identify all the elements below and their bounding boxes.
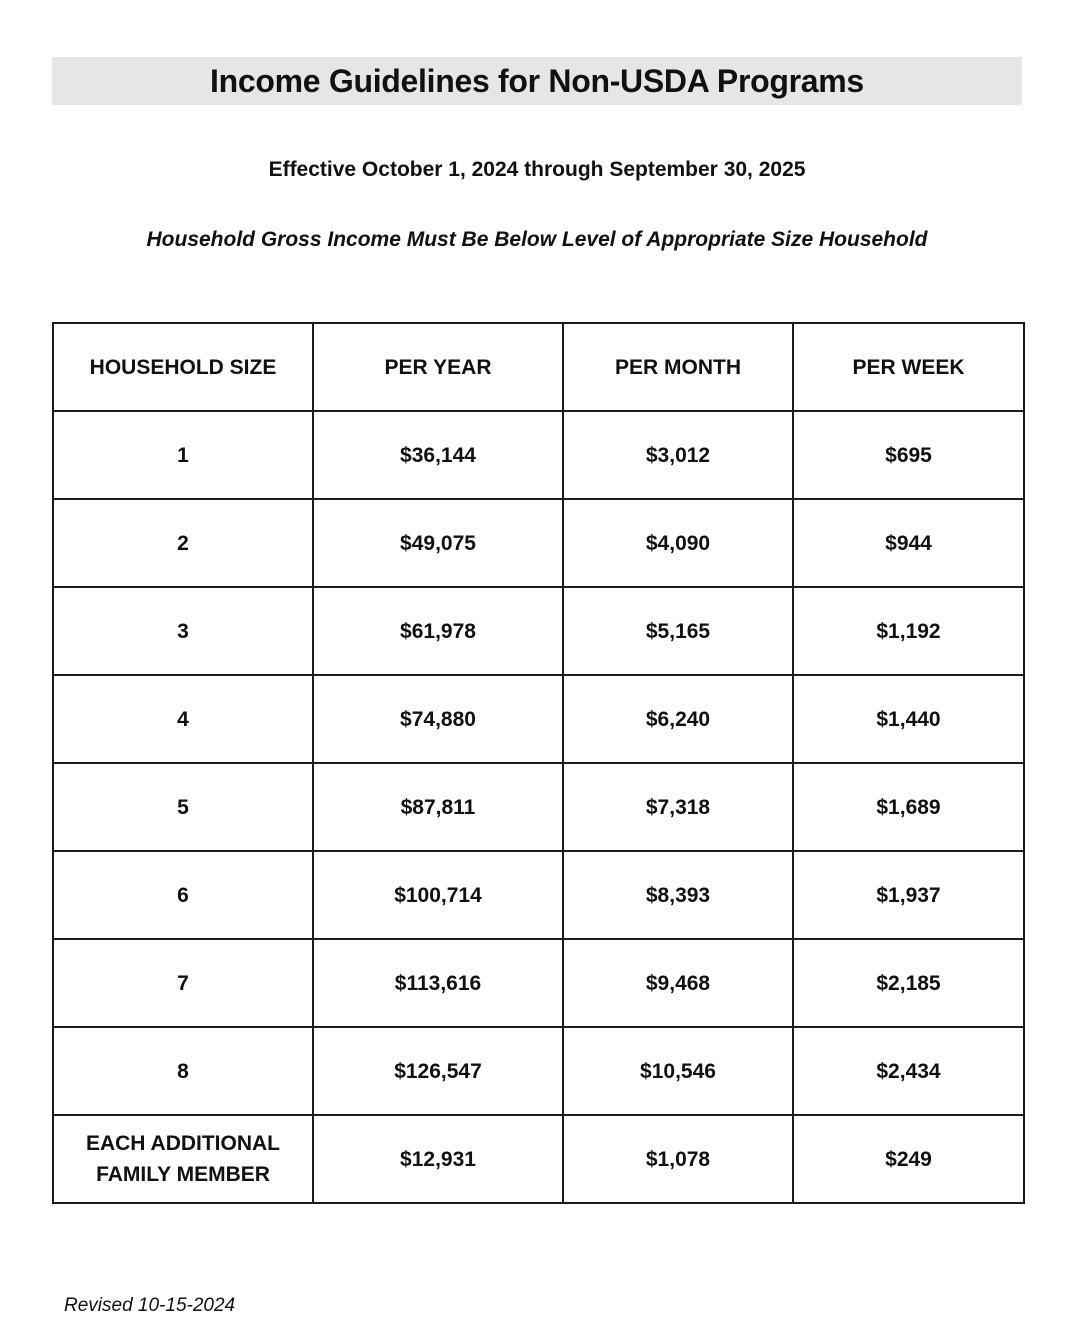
table-row — [53, 939, 1024, 1027]
per-week-cell: $2,434 — [793, 1027, 1024, 1115]
household-size-cell: 1 — [53, 411, 313, 499]
revised-date: Revised 10-15-2024 — [64, 1295, 236, 1316]
per-week-cell: $1,440 — [793, 675, 1024, 763]
household-size-cell: 8 — [53, 1027, 313, 1115]
household-size-cell: 5 — [53, 763, 313, 851]
income-guidelines-table — [52, 322, 1025, 1204]
per-month-cell: $9,468 — [563, 939, 793, 1027]
table-row — [53, 1027, 1024, 1115]
per-year-cell: $74,880 — [313, 675, 563, 763]
per-week-cell: $1,937 — [793, 851, 1024, 939]
household-size-cell: 4 — [53, 675, 313, 763]
per-month-cell: $3,012 — [563, 411, 793, 499]
additional-member-label-line1: EACH ADDITIONAL — [85, 1132, 281, 1155]
table-row — [53, 675, 1024, 763]
per-year-cell: $87,811 — [313, 763, 563, 851]
per-month-cell: $1,078 — [563, 1115, 793, 1203]
table-row — [53, 411, 1024, 499]
header-per-week: PER WEEK — [793, 323, 1024, 411]
per-week-cell: $249 — [793, 1115, 1024, 1203]
table-row-additional-member — [53, 1115, 1024, 1203]
per-month-cell: $8,393 — [563, 851, 793, 939]
per-year-cell: $61,978 — [313, 587, 563, 675]
income-rule-subtitle: Household Gross Income Must Be Below Level of Appropriate Size Household — [146, 228, 928, 251]
per-year-cell: $126,547 — [313, 1027, 563, 1115]
effective-dates: Effective October 1, 2024 through September 30, 2025 — [268, 158, 806, 181]
per-year-cell: $100,714 — [313, 851, 563, 939]
household-size-cell: 3 — [53, 587, 313, 675]
additional-member-label-line2: FAMILY MEMBER — [96, 1163, 270, 1186]
per-year-cell: $36,144 — [313, 411, 563, 499]
per-week-cell: $1,689 — [793, 763, 1024, 851]
per-week-cell: $944 — [793, 499, 1024, 587]
per-week-cell: $1,192 — [793, 587, 1024, 675]
page-title: Income Guidelines for Non-USDA Programs — [210, 62, 864, 99]
header-household-size: HOUSEHOLD SIZE — [53, 323, 313, 411]
per-month-cell: $4,090 — [563, 499, 793, 587]
per-year-cell: $49,075 — [313, 499, 563, 587]
household-size-cell: 6 — [53, 851, 313, 939]
table-row — [53, 587, 1024, 675]
per-week-cell: $695 — [793, 411, 1024, 499]
per-month-cell: $6,240 — [563, 675, 793, 763]
additional-member-label-cell — [53, 1115, 313, 1203]
per-year-cell: $12,931 — [313, 1115, 563, 1203]
table-row — [53, 499, 1024, 587]
household-size-cell: 2 — [53, 499, 313, 587]
header-per-year: PER YEAR — [313, 323, 563, 411]
household-size-cell: 7 — [53, 939, 313, 1027]
table-row — [53, 763, 1024, 851]
table-row — [53, 851, 1024, 939]
per-month-cell: $5,165 — [563, 587, 793, 675]
per-month-cell: $10,546 — [563, 1027, 793, 1115]
header-per-month: PER MONTH — [563, 323, 793, 411]
per-week-cell: $2,185 — [793, 939, 1024, 1027]
per-year-cell: $113,616 — [313, 939, 563, 1027]
title-band — [52, 57, 1022, 105]
per-month-cell: $7,318 — [563, 763, 793, 851]
table-header-row — [53, 323, 1024, 411]
